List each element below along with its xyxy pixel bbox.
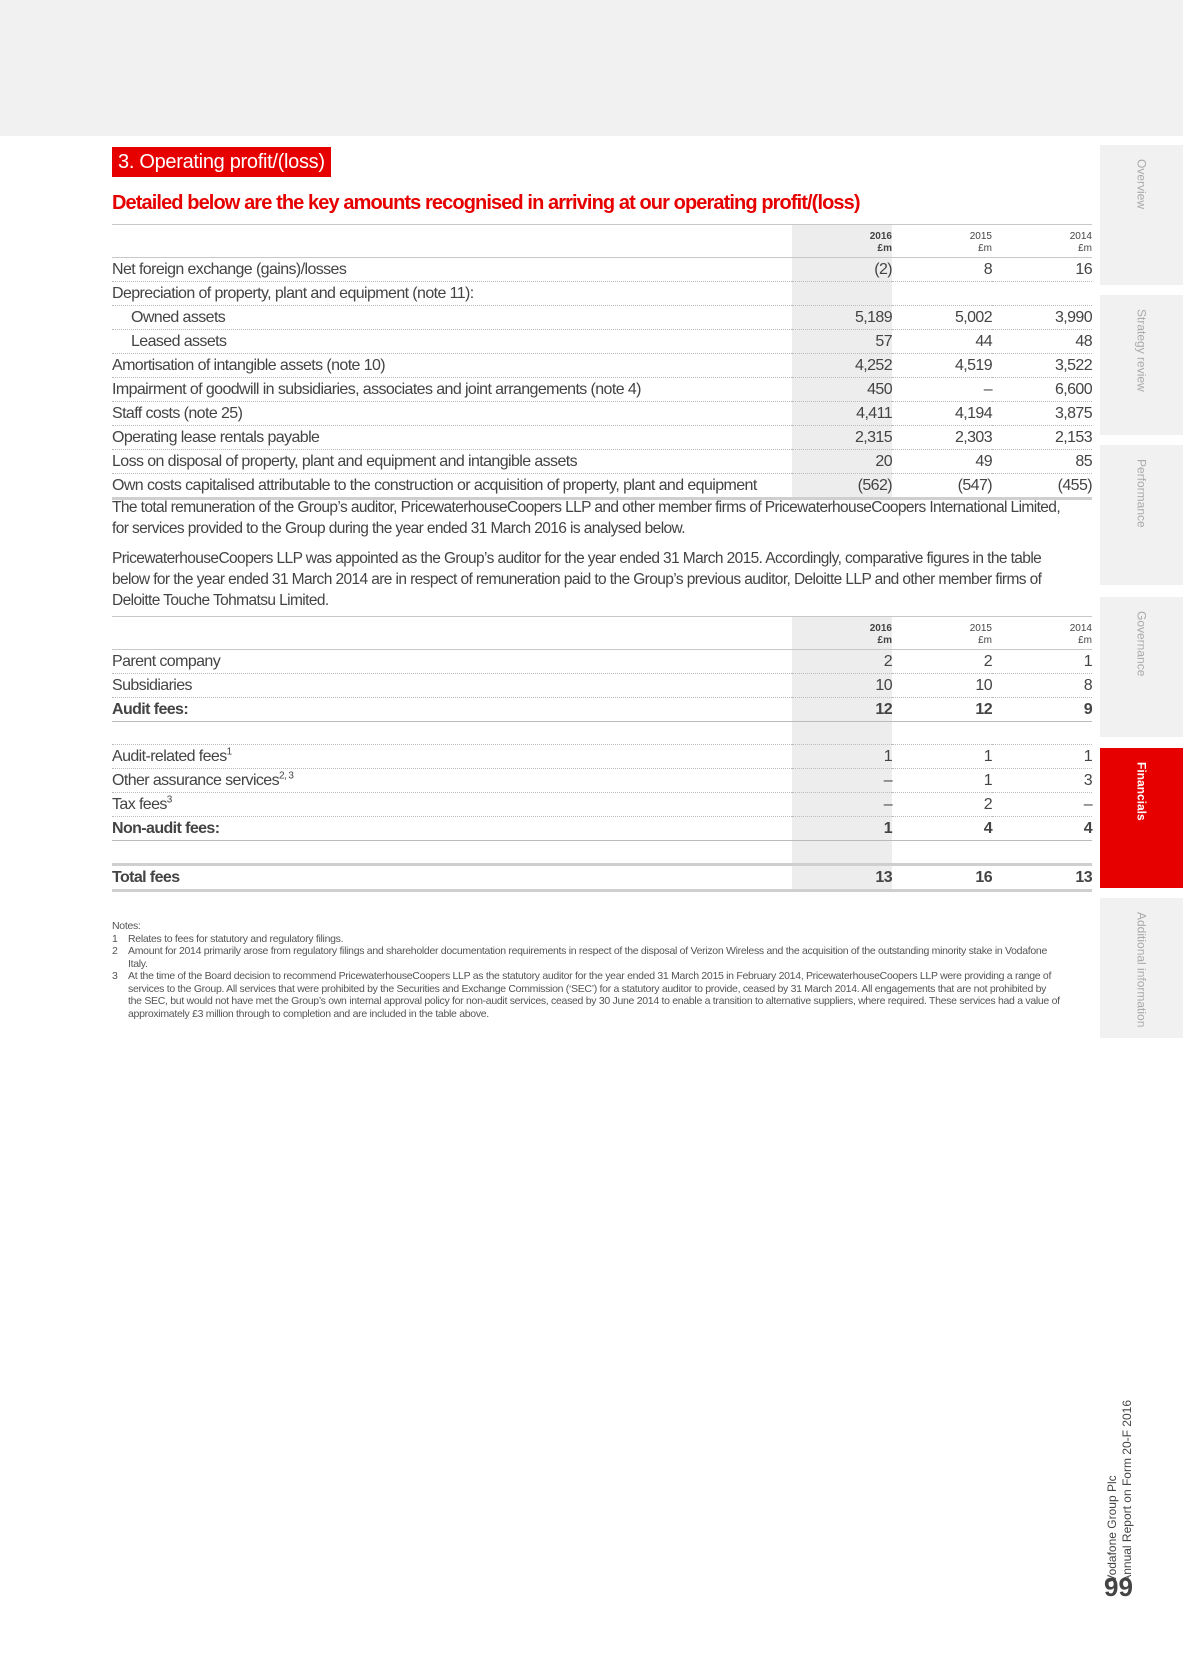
value-2016: 12 xyxy=(792,698,892,722)
table-row xyxy=(112,378,1092,402)
value-2015: 1 xyxy=(892,745,992,769)
value-2014: 48 xyxy=(992,330,1092,354)
spacer-row xyxy=(112,722,1092,745)
footnote-ref: 3 xyxy=(166,794,172,806)
value-2016: 57 xyxy=(792,330,892,354)
table-header xyxy=(112,617,1092,650)
value-2016: – xyxy=(792,793,892,817)
row-label: Parent company xyxy=(112,650,792,674)
side-tab-governance[interactable] xyxy=(1100,597,1183,737)
table-row xyxy=(112,402,1092,426)
table-header xyxy=(112,225,1092,258)
value-2015: 2,303 xyxy=(892,426,992,450)
value-2016: – xyxy=(792,769,892,793)
table-row xyxy=(112,306,1092,330)
row-label: Net foreign exchange (gains)/losses xyxy=(112,258,792,282)
value-2016: 20 xyxy=(792,450,892,474)
value-2016: 13 xyxy=(792,865,892,891)
value-2015: 8 xyxy=(892,258,992,282)
value-2014: 3,522 xyxy=(992,354,1092,378)
value-2015: 4,519 xyxy=(892,354,992,378)
table-row xyxy=(112,258,1092,282)
table-row xyxy=(112,282,1092,306)
audit-fees-subtotal-row xyxy=(112,698,1092,722)
header-label xyxy=(112,225,792,258)
value-2016: 4,252 xyxy=(792,354,892,378)
notes-section xyxy=(112,920,1062,1020)
header-2014: 2014 £m xyxy=(992,617,1092,650)
row-label: Total fees xyxy=(112,865,792,891)
row-label: Loss on disposal of property, plant and equipment and intangible assets xyxy=(112,450,792,474)
value-2015: 4,194 xyxy=(892,402,992,426)
value-2014: 3,875 xyxy=(992,402,1092,426)
value-2015: 2 xyxy=(892,793,992,817)
row-label: Depreciation of property, plant and equipment (note 11): xyxy=(112,282,792,306)
value-2016: 10 xyxy=(792,674,892,698)
table-row xyxy=(112,745,1092,769)
table-row xyxy=(112,793,1092,817)
side-tab-strategy-review[interactable] xyxy=(1100,295,1183,435)
value-2014: 9 xyxy=(992,698,1092,722)
note-text: At the time of the Board decision to recommend PricewaterhouseCoopers LLP as the statutory auditor for the year ended 31 March 2015 in February 2014, PricewaterhouseCoopers LLP were providing a range of services to the Group. All services that were prohibited by the Securities and Exchange Commission (‘SEC’) for a statutory auditor to provide, ceased by 31 March 2014. All engagements that are not prohibited by the SEC, but would not have met the Group’s own internal approval policy for non-audit services, ceased by 30 June 2014 to enable a transition to alternative suppliers, where required. These services had a value of approximately £3 million through to completion and are included in the table above. xyxy=(128,970,1060,1020)
side-tab-label: Performance xyxy=(1134,459,1149,528)
non-audit-fees-subtotal-row xyxy=(112,817,1092,841)
value-2016: 2 xyxy=(792,650,892,674)
value-2015: 10 xyxy=(892,674,992,698)
note-number: 3 xyxy=(112,970,118,982)
value-2015: 12 xyxy=(892,698,992,722)
table-row xyxy=(112,650,1092,674)
header-2015: 2015 £m xyxy=(892,617,992,650)
row-label: Staff costs (note 25) xyxy=(112,402,792,426)
row-label: Non-audit fees: xyxy=(112,817,792,841)
table-row xyxy=(112,354,1092,378)
table-row xyxy=(112,474,1092,499)
value-2016: 5,189 xyxy=(792,306,892,330)
row-label: Own costs capitalised attributable to the construction or acquisition of property, plant and equipment xyxy=(112,474,792,499)
row-label: Operating lease rentals payable xyxy=(112,426,792,450)
value-2014 xyxy=(992,282,1092,306)
header-2016: 2016 £m xyxy=(792,617,892,650)
value-2016 xyxy=(792,282,892,306)
table-row xyxy=(112,330,1092,354)
auditor-appointment-paragraph: PricewaterhouseCoopers LLP was appointed as the Group’s auditor for the year ended 31 March 2015. Accordingly, comparative figures in the table below for the year ended 31 March 2014 are in respect of remuneration paid to the Group’s previous auditor, Deloitte LLP and other member firms of Deloitte Touche Tohmatsu Limited. xyxy=(112,550,1042,609)
value-2014: – xyxy=(992,793,1092,817)
value-2015: 44 xyxy=(892,330,992,354)
value-2015: 16 xyxy=(892,865,992,891)
spacer-row xyxy=(112,841,1092,865)
side-tab-label: Additional information xyxy=(1134,912,1149,1028)
auditor-remuneration-paragraph: The total remuneration of the Group’s auditor, PricewaterhouseCoopers LLP and other member firms of PricewaterhouseCoopers International Limited, for services provided to the Group during the year ended 31 March 2016 is analysed below. xyxy=(112,499,1061,537)
value-2014: 1 xyxy=(992,745,1092,769)
note-text: Relates to fees for statutory and regulatory filings. xyxy=(128,932,344,945)
value-2016: 450 xyxy=(792,378,892,402)
value-2014: 8 xyxy=(992,674,1092,698)
side-tab-label: Overview xyxy=(1134,159,1149,210)
value-2016: 1 xyxy=(792,745,892,769)
value-2014: 6,600 xyxy=(992,378,1092,402)
table-row xyxy=(112,426,1092,450)
value-2015: 2 xyxy=(892,650,992,674)
value-2015: 1 xyxy=(892,769,992,793)
value-2016: 2,315 xyxy=(792,426,892,450)
value-2016: (2) xyxy=(792,258,892,282)
report-title: Annual Report on Form 20-F 2016 xyxy=(1120,1400,1134,1583)
row-label: Owned assets xyxy=(112,306,792,330)
value-2016: 4,411 xyxy=(792,402,892,426)
note-text: Amount for 2014 primarily arose from regulatory filings and shareholder documentation requirements in respect of the disposal of Verizon Wireless and the acquisition of the outstanding minority stake in Vodafone Italy. xyxy=(128,945,1047,970)
row-label: Other assurance services$^{2, 3}$ xyxy=(112,769,792,793)
side-tab-financials[interactable] xyxy=(1100,748,1183,888)
value-2014: 3,990 xyxy=(992,306,1092,330)
value-2016: 1 xyxy=(792,817,892,841)
value-2015: 5,002 xyxy=(892,306,992,330)
row-label: Audit-related fees$^1$ xyxy=(112,745,792,769)
row-label: Subsidiaries xyxy=(112,674,792,698)
side-tab-label: Governance xyxy=(1134,611,1149,677)
footnote-ref: 1 xyxy=(226,746,232,758)
value-2015: – xyxy=(892,378,992,402)
row-label: Leased assets xyxy=(112,330,792,354)
row-label: Audit fees: xyxy=(112,698,792,722)
side-tab-performance[interactable] xyxy=(1100,445,1183,585)
note-item xyxy=(112,933,1062,946)
value-2014: 3 xyxy=(992,769,1092,793)
value-2016: (562) xyxy=(792,474,892,499)
operating-profit-table xyxy=(112,224,1092,500)
row-label: Impairment of goodwill in subsidiaries, associates and joint arrangements (note 4) xyxy=(112,378,792,402)
report-footer xyxy=(1105,1400,1135,1583)
value-2015: 49 xyxy=(892,450,992,474)
value-2014: 16 xyxy=(992,258,1092,282)
side-tab-label: Financials xyxy=(1134,762,1149,821)
header-label xyxy=(112,617,792,650)
value-2014: 1 xyxy=(992,650,1092,674)
table-row xyxy=(112,769,1092,793)
section-title: 3. Operating profit/(loss) xyxy=(112,147,331,177)
top-band xyxy=(0,0,1183,136)
value-2014: 2,153 xyxy=(992,426,1092,450)
page-number: 99 xyxy=(1104,1572,1133,1602)
note-item xyxy=(112,945,1062,970)
auditor-fees-table xyxy=(112,616,1092,892)
notes-heading: Notes: xyxy=(112,920,141,932)
header-2014: 2014 £m xyxy=(992,225,1092,258)
table-row xyxy=(112,450,1092,474)
total-fees-row xyxy=(112,865,1092,891)
table-row xyxy=(112,674,1092,698)
row-label: Tax fees$^3$ xyxy=(112,793,792,817)
row-label: Amortisation of intangible assets (note 10) xyxy=(112,354,792,378)
footnote-ref: 2, 3 xyxy=(279,770,294,782)
note-number: 1 xyxy=(112,932,118,945)
value-2014: (455) xyxy=(992,474,1092,499)
value-2015: 4 xyxy=(892,817,992,841)
value-2014: 4 xyxy=(992,817,1092,841)
value-2015 xyxy=(892,282,992,306)
value-2014: 13 xyxy=(992,865,1092,891)
side-tab-overview[interactable] xyxy=(1100,145,1183,285)
header-2015: 2015 £m xyxy=(892,225,992,258)
note-number: 2 xyxy=(112,945,118,957)
side-tab-additional-information[interactable] xyxy=(1100,898,1183,1038)
value-2015: (547) xyxy=(892,474,992,499)
header-2016: 2016 £m xyxy=(792,225,892,258)
section-subheading: Detailed below are the key amounts recognised in arriving at our operating profit/(loss) xyxy=(112,192,860,214)
note-item xyxy=(112,970,1062,1020)
side-tab-label: Strategy review xyxy=(1134,309,1149,392)
value-2014: 85 xyxy=(992,450,1092,474)
company-name: Vodafone Group Plc xyxy=(1105,1475,1119,1583)
